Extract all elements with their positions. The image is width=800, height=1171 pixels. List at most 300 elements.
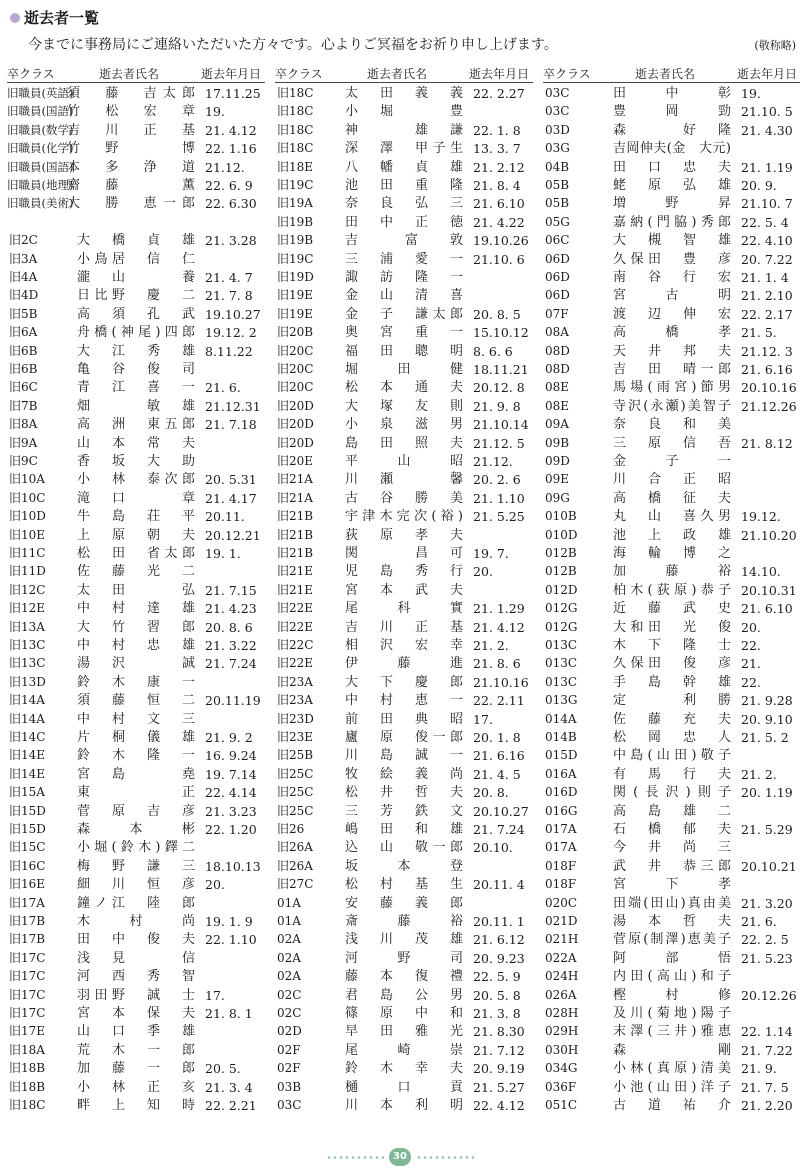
date-cell: 22. 6.30 [205, 196, 257, 212]
date-cell: 21. 8. 4 [473, 178, 521, 193]
class-cell: 旧17B [9, 914, 46, 928]
class-cell: 旧18C [277, 86, 314, 100]
list-column-1 [7, 66, 265, 1115]
class-cell: 旧23E [277, 730, 314, 744]
date-cell: 21.10. 6 [473, 251, 525, 267]
class-cell: 旧15C [9, 840, 46, 855]
name-cell: 木 下 隆 士 [613, 638, 731, 653]
name-cell: 松 田 省太郎 [77, 546, 195, 561]
date-cell: 21. 4.30 [741, 122, 793, 138]
bullet-icon [10, 13, 20, 23]
date-cell: 21. 2.12 [473, 159, 525, 175]
name-cell: 樋 口 貢 [345, 1079, 463, 1095]
class-cell: 旧職員(化学) [7, 141, 74, 156]
date-cell: 20. 5.31 [205, 472, 257, 488]
class-cell: 04B [545, 159, 570, 174]
date-cell: 22. 2.27 [473, 86, 525, 101]
name-cell: 森 本 彬 [77, 822, 195, 837]
date-cell: 21. 7.22 [741, 1042, 793, 1058]
date-cell: 22. 2.17 [741, 306, 793, 322]
date-cell: 17. [205, 987, 225, 1003]
class-cell: 旧23A [277, 693, 313, 708]
date-cell: 22. 6. 9 [205, 178, 253, 193]
date-cell: 20.10.27 [473, 803, 529, 819]
name-cell: 古 道 祐 介 [613, 1098, 731, 1113]
class-cell: 09G [545, 490, 570, 505]
class-cell: 旧26A [277, 858, 313, 873]
name-cell: 奥 宮 重 一 [345, 325, 463, 341]
name-cell: 小堀(鈴木)鐸二 [77, 840, 195, 856]
name-cell: 田 中 俊 夫 [77, 932, 195, 948]
date-cell: 20.10.16 [741, 380, 797, 396]
page-title: 逝去者一覧 [24, 9, 100, 27]
header-name: 逝去者氏名 [367, 67, 428, 81]
class-cell: 024H [545, 969, 579, 984]
class-cell: 08D [545, 343, 570, 358]
class-cell: 旧職員(地理) [7, 178, 74, 192]
class-cell: 026A [545, 987, 577, 1002]
date-cell: 19. 7. [473, 546, 509, 561]
name-cell: 中島(山田)敬子 [613, 748, 731, 764]
name-cell: 奈 良 和 美 [613, 417, 731, 433]
class-cell: 02A [277, 932, 301, 947]
date-cell: 21. 2. [741, 766, 777, 782]
date-cell: 21. 4.12 [205, 122, 257, 138]
class-cell: 02F [277, 1042, 301, 1057]
date-cell: 21. 4.23 [205, 601, 257, 617]
class-cell: 旧17B [9, 932, 46, 947]
class-cell: 旧17A [9, 895, 45, 910]
class-cell: 旧14A [9, 711, 45, 726]
name-cell: 香 坂 大 助 [77, 454, 195, 469]
class-cell: 03C [545, 104, 570, 119]
class-cell: 09A [545, 417, 569, 432]
name-cell: 田 中 彰 [613, 86, 731, 101]
class-cell: 旧25C [277, 766, 314, 781]
name-cell: 小池(山田)洋子 [613, 1079, 731, 1095]
date-cell: 20.10. [473, 840, 513, 856]
class-cell: 旧25C [277, 785, 314, 800]
class-cell: 08E [545, 380, 570, 395]
name-cell: 瀧 山 養 [77, 270, 195, 285]
date-cell: 21.12. 5 [473, 435, 525, 451]
class-cell: 旧21E [277, 564, 314, 579]
date-cell: 17. [473, 711, 493, 727]
class-cell: 旧20C [277, 380, 314, 395]
date-cell: 20.12.26 [741, 987, 797, 1003]
header-name: 逝去者氏名 [99, 67, 160, 81]
name-cell: 森 好 隆 [613, 122, 731, 138]
name-cell: 吉 川 正 基 [345, 619, 463, 635]
class-cell: 旧6B [9, 362, 38, 376]
date-cell: 21. 3.22 [205, 638, 257, 653]
class-cell: 旧6C [9, 380, 38, 395]
date-cell: 21. 5.29 [741, 822, 793, 837]
date-cell: 21. 2.20 [741, 1098, 793, 1113]
name-cell: 須 藤 恒 二 [77, 693, 195, 709]
date-cell: 21.10.16 [473, 674, 529, 690]
date-cell: 21. 7.18 [205, 417, 257, 433]
class-cell: 旧20B [277, 325, 314, 340]
class-cell: 旧20C [277, 343, 314, 358]
name-cell: 田端(田山)真由美 [613, 895, 731, 911]
header-date: 逝去年月日 [469, 67, 530, 81]
name-cell: 嶋 田 和 雄 [345, 822, 463, 837]
name-cell: 池 上 政 雄 [613, 527, 731, 543]
column-header [7, 66, 265, 83]
name-cell: 鈴 木 康 一 [77, 674, 195, 690]
name-cell: 三 浦 愛 一 [345, 251, 463, 267]
name-cell: 中 村 文 三 [77, 711, 195, 727]
class-cell: 旧14E [9, 766, 46, 781]
class-cell: 05G [545, 214, 570, 229]
list-item [7, 1095, 265, 1116]
date-cell: 19.12. [741, 509, 781, 525]
class-cell: 016G [545, 803, 578, 818]
class-cell: 015D [545, 748, 578, 763]
footer-dots-right [416, 1156, 474, 1159]
class-cell: 旧19A [277, 196, 313, 211]
class-cell: 01A [277, 914, 301, 928]
name-cell: 浅 川 茂 雄 [345, 932, 463, 948]
name-cell: 久保田 豊 彦 [613, 251, 731, 267]
name-cell: 石 橋 郁 夫 [613, 822, 731, 837]
date-cell: 21. 7.15 [205, 582, 257, 598]
name-cell: 湯 本 哲 夫 [613, 914, 731, 929]
date-cell: 22. 1. 8 [473, 122, 521, 138]
name-cell: 堀 田 健 [345, 362, 463, 377]
class-cell: 旧17C [9, 969, 46, 984]
class-cell: 旧21E [277, 582, 314, 597]
name-cell: 相 沢 宏 幸 [345, 638, 463, 653]
class-cell: 旧15A [9, 785, 45, 800]
class-cell: 02C [277, 987, 302, 1002]
name-cell: 寺沢(永瀬)美智子 [613, 398, 731, 414]
date-cell: 21.10. 7 [741, 196, 793, 212]
class-cell: 06D [545, 251, 570, 266]
name-cell: 齋 藤 薫 [67, 178, 195, 193]
name-cell: 鐘ノ江 陸 郎 [77, 895, 195, 911]
class-cell: 016A [545, 766, 577, 781]
name-cell: 太 田 義 義 [345, 86, 463, 101]
date-cell: 19. [205, 104, 225, 120]
class-cell: 旧27C [277, 877, 314, 892]
name-cell: 有 馬 行 夫 [613, 766, 731, 782]
date-cell: 21. 5. [741, 325, 777, 341]
header-name: 逝去者氏名 [635, 67, 696, 81]
name-cell: 古 谷 勝 美 [345, 490, 463, 506]
date-cell: 21. 5.25 [473, 509, 525, 525]
date-cell: 17.11.25 [205, 86, 261, 101]
class-cell: 旧20C [277, 362, 314, 376]
date-cell: 20. 7.22 [741, 251, 793, 267]
name-cell: 高 橋 征 夫 [613, 490, 731, 506]
date-cell: 19. 1. [205, 546, 241, 561]
name-cell: 天 井 邦 夫 [613, 343, 731, 359]
class-cell: 旧16C [9, 858, 46, 873]
class-cell: 03D [545, 122, 570, 137]
header-date: 逝去年月日 [201, 67, 262, 81]
class-cell: 旧7B [9, 398, 38, 413]
name-cell: 奈 良 弘 三 [345, 196, 463, 212]
class-cell: 013C [545, 656, 578, 671]
class-cell: 旧11C [9, 546, 46, 560]
date-cell: 20.11. 4 [473, 877, 525, 893]
name-cell: 嘉納(門脇)秀郎 [613, 214, 731, 230]
class-cell: 017A [545, 840, 577, 855]
page-number: 30 [389, 1148, 411, 1166]
class-cell: 01A [277, 895, 301, 910]
date-cell: 19.10.26 [473, 233, 529, 249]
class-cell: 021D [545, 914, 578, 928]
date-cell: 21. 2.10 [741, 288, 793, 304]
class-cell: 旧18B [9, 1079, 46, 1094]
name-cell: 児 島 秀 行 [345, 564, 463, 580]
class-cell: 09E [545, 472, 570, 487]
class-cell: 017A [545, 822, 577, 836]
list-item [275, 1095, 533, 1116]
name-cell: 中 村 達 雄 [77, 601, 195, 617]
class-cell: 旧21B [277, 527, 314, 542]
name-cell: 小 林 泰次郎 [77, 472, 195, 488]
date-cell: 22. [741, 674, 761, 690]
class-cell: 06C [545, 233, 570, 248]
class-cell: 010D [545, 527, 578, 542]
date-cell: 8.11.22 [205, 343, 253, 359]
class-cell: 旧10C [9, 490, 46, 505]
name-cell: 尾 科 實 [345, 601, 463, 617]
class-cell: 旧職員(美術) [7, 196, 74, 211]
class-cell: 旧18C [277, 104, 314, 119]
date-cell: 21.12. 3 [741, 343, 793, 359]
class-cell: 旧10A [9, 472, 45, 487]
date-cell: 18.11.21 [473, 362, 529, 377]
date-cell: 21.12. [473, 454, 513, 469]
class-cell: 旧21B [277, 509, 314, 524]
date-cell: 20. [473, 564, 493, 580]
class-cell: 02D [277, 1024, 302, 1039]
name-cell: 宇津木完次(裕) [345, 509, 463, 525]
date-cell: 21.10.14 [473, 417, 529, 433]
name-cell: 佐 藤 光 二 [77, 564, 195, 580]
date-cell: 21.10. 5 [741, 104, 793, 120]
column-header [275, 66, 533, 83]
page-header [6, 4, 796, 56]
date-cell: 22. 1.10 [205, 932, 257, 948]
name-cell: 東 正 [77, 785, 195, 801]
date-cell: 21. 5.23 [741, 950, 793, 966]
name-cell: 渡 辺 伸 宏 [613, 306, 731, 322]
date-cell: 20. 2. 6 [473, 472, 521, 488]
date-cell: 21. 4.12 [473, 619, 525, 635]
class-cell: 旧18C [277, 122, 314, 137]
name-cell: 諏 訪 隆 一 [345, 270, 463, 285]
class-cell: 028H [545, 1006, 579, 1020]
date-cell: 21.12.26 [741, 398, 797, 414]
class-cell: 02F [277, 1061, 301, 1076]
name-cell: 高 島 雄 二 [613, 803, 731, 819]
name-cell: 太 田 弘 [77, 582, 195, 598]
class-cell: 旧19C [277, 178, 314, 192]
class-cell: 旧14C [9, 730, 46, 744]
name-cell: 上 原 朝 夫 [77, 527, 195, 543]
class-cell: 旧21B [277, 546, 314, 560]
name-cell: 鈴 木 幸 夫 [345, 1061, 463, 1077]
date-cell: 22. 2.21 [205, 1098, 257, 1113]
name-cell: 細 川 恒 彦 [77, 877, 195, 893]
class-cell: 旧22E [277, 656, 314, 671]
class-cell: 012D [545, 582, 578, 597]
name-cell: 中 村 忠 雄 [77, 638, 195, 653]
class-cell: 旧25C [277, 803, 314, 818]
class-cell: 08E [545, 398, 570, 413]
date-cell: 19. [741, 86, 761, 101]
name-cell: 丸 山 喜久男 [613, 509, 731, 525]
date-cell: 22. 2. 5 [741, 932, 789, 948]
date-cell: 21. 7.24 [473, 822, 525, 837]
date-cell: 22. 5. 4 [741, 214, 789, 230]
class-cell: 旧20E [277, 454, 314, 468]
name-cell: 近 藤 武 史 [613, 601, 731, 617]
name-cell: 加 藤 裕 [613, 564, 731, 580]
name-cell: 定 利 勝 [613, 693, 731, 709]
name-cell: 河 野 司 [345, 950, 463, 966]
name-cell: 高 洲 東五郎 [77, 417, 195, 433]
class-cell: 051C [545, 1098, 578, 1112]
name-cell: 河 西 秀 智 [77, 969, 195, 985]
name-cell: 尾 崎 崇 [345, 1042, 463, 1058]
name-cell: 宮 本 保 夫 [77, 1006, 195, 1021]
class-cell: 09B [545, 435, 570, 450]
class-cell: 旧18C [277, 141, 314, 156]
class-cell: 旧19D [277, 270, 314, 284]
name-cell: 大 竹 習 郎 [77, 619, 195, 635]
class-cell: 旧26A [277, 840, 313, 855]
header-class: 卒クラス [543, 67, 591, 81]
name-cell: 早 田 雅 光 [345, 1024, 463, 1040]
class-cell: 旧15D [9, 822, 46, 836]
class-cell: 旧19E [277, 306, 314, 321]
class-cell: 旧19B [277, 233, 314, 248]
name-cell: 竹 野 博 [67, 141, 195, 157]
class-cell: 旧19B [277, 214, 314, 229]
date-cell: 21.10.20 [741, 527, 797, 543]
class-cell: 旧18C [9, 1098, 46, 1112]
name-cell: 鈴 木 隆 一 [77, 748, 195, 764]
name-cell: 八 幡 貞 雄 [345, 159, 463, 175]
class-cell: 03G [545, 141, 570, 156]
name-cell: 安 藤 義 郎 [345, 895, 463, 911]
class-cell: 旧18B [9, 1061, 46, 1076]
column-rows [7, 83, 265, 1115]
name-cell: 池 田 重 隆 [345, 178, 463, 193]
header-class: 卒クラス [7, 67, 55, 81]
date-cell: 21. 8. 6 [473, 656, 521, 672]
date-cell: 22. 4.12 [473, 1098, 525, 1113]
class-cell: 016D [545, 785, 578, 800]
name-cell: 金 山 清 喜 [345, 288, 463, 304]
name-cell: 畑 敏 雄 [77, 398, 195, 414]
name-cell: 大 塚 友 則 [345, 398, 463, 414]
name-cell: 前 田 典 昭 [345, 711, 463, 727]
name-cell: 金 子 一 [613, 454, 731, 469]
class-cell: 旧20D [277, 417, 314, 432]
name-cell: 森 剛 [613, 1042, 731, 1058]
class-cell: 旧13A [9, 619, 45, 634]
honorific-note: (敬称略) [754, 39, 796, 52]
name-cell: 羽田野 誠 士 [77, 987, 195, 1003]
class-cell: 03B [277, 1079, 302, 1094]
class-cell: 旧14E [9, 748, 46, 763]
class-cell: 旧職員(英語) [7, 86, 74, 100]
class-cell: 旧17C [9, 987, 46, 1002]
date-cell: 14.10. [741, 564, 781, 580]
class-cell: 旧10D [9, 509, 46, 524]
class-cell: 旧11D [9, 564, 46, 579]
class-cell: 旧18E [277, 159, 314, 174]
date-cell: 21. [741, 656, 761, 672]
date-cell: 21. 9. 2 [205, 730, 253, 745]
date-cell: 13. 3. 7 [473, 141, 521, 157]
date-cell: 21. 1. 4 [741, 270, 789, 285]
name-cell: 三 原 信 吾 [613, 435, 731, 451]
class-cell: 旧13C [9, 638, 46, 652]
name-cell: 川 本 利 明 [345, 1098, 463, 1113]
date-cell: 19.10.27 [205, 306, 261, 322]
class-cell: 旧2C [9, 233, 38, 248]
class-cell: 旧21A [277, 472, 313, 487]
date-cell: 21. 8.12 [741, 435, 793, 451]
class-cell: 018F [545, 858, 577, 873]
page-footer [0, 1148, 800, 1168]
name-cell: 平 山 昭 [345, 454, 463, 469]
date-cell: 20. [741, 619, 761, 635]
class-cell: 03C [545, 86, 570, 100]
name-cell: 小林(真原)清美 [613, 1061, 731, 1077]
name-cell: 松 村 基 生 [345, 877, 463, 893]
name-cell: 浅 見 信 [77, 950, 195, 966]
class-cell: 021H [545, 932, 579, 947]
name-cell: 亀 谷 俊 司 [77, 362, 195, 377]
class-cell: 旧19E [277, 288, 314, 303]
class-cell: 旧12C [9, 582, 46, 597]
name-cell: 武 井 恭三郎 [613, 858, 731, 874]
date-cell: 22. 5. 9 [473, 969, 521, 985]
name-cell: 篠 原 中 和 [345, 1006, 463, 1021]
class-cell: 旧13C [9, 656, 46, 671]
name-cell: 馬場(雨宮)節男 [613, 380, 731, 396]
name-cell: 福 田 聰 明 [345, 343, 463, 359]
name-cell: 佐 藤 充 夫 [613, 711, 731, 727]
date-cell: 8. 6. 6 [473, 343, 513, 359]
name-cell: 阿 部 悟 [613, 950, 731, 966]
column-rows [275, 83, 533, 1115]
name-cell: 舟橋(神尾)四郎 [77, 325, 195, 341]
date-cell: 20. 1.19 [741, 785, 793, 801]
class-cell: 08A [545, 325, 569, 340]
name-cell: 高 橋 孝 [613, 325, 731, 341]
class-cell: 旧20D [277, 435, 314, 450]
name-cell: 宮 下 孝 [613, 877, 731, 893]
name-cell: 滝 口 章 [77, 490, 195, 506]
name-cell: 久保田 俊 彦 [613, 656, 731, 672]
date-cell: 21. 6. [205, 380, 241, 396]
name-cell: 大 橋 貞 雄 [77, 233, 195, 249]
name-cell: 中 村 恵 一 [345, 693, 463, 709]
date-cell: 20. [205, 877, 225, 893]
column-rows [543, 83, 800, 1115]
date-cell: 21.12.31 [205, 398, 261, 414]
